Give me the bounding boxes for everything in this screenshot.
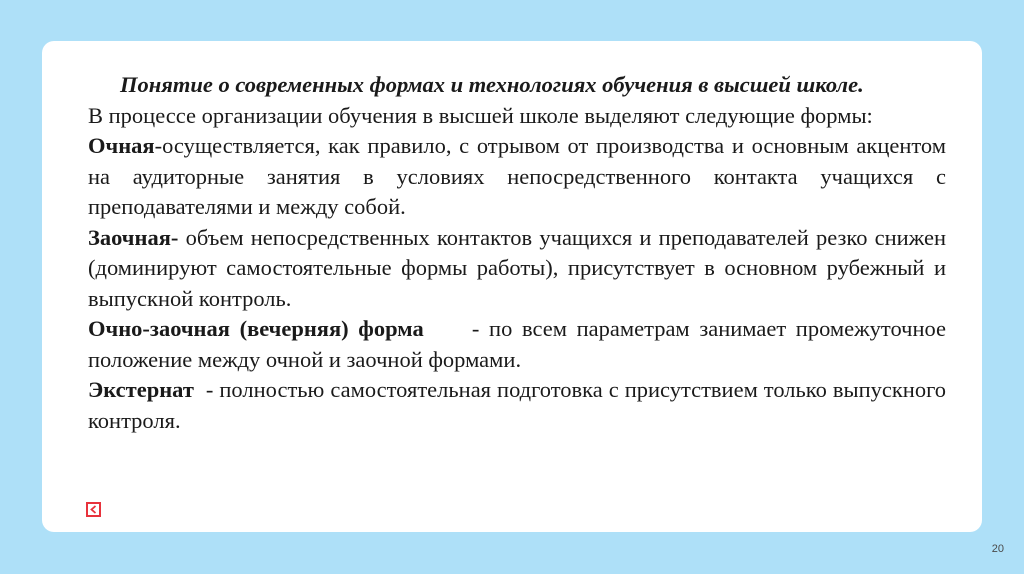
form-description: -осуществляется, как правило, с отрывом от производства и основным акцентом на аудиторные занятия в условиях непосредственного контакта учащихся с преподавателями и между собой. (88, 133, 946, 219)
chevron-left-icon (90, 505, 97, 514)
form-term: Экстернат (88, 377, 194, 402)
slide-content (88, 70, 952, 436)
form-term: Заочная- (88, 224, 179, 250)
form-description: объем непосредственных контактов учащихся и преподавателей резко снижен (доминируют самостоятельные формы работы), присутствует в основном рубежный и выпускной контроль. (88, 224, 952, 311)
intro-paragraph: В процессе организации обучения в высшей школе выделяют следующие формы: (88, 102, 873, 128)
form-term: Очно-заочная (вечерняя) форма (88, 316, 424, 341)
form-term: Очная (88, 133, 155, 158)
page-number: 20 (991, 543, 1004, 555)
form-item-full-time (88, 131, 946, 223)
slide-heading: Понятие о современных формах и технологиях обучения в высшей школе. (120, 72, 864, 97)
form-item-external (88, 375, 952, 436)
form-description: - по всем параметрам занимает промежуточное положение между очной и заочной формами. (88, 316, 952, 372)
form-item-distance (88, 223, 952, 315)
back-arrow-icon[interactable] (86, 502, 101, 517)
form-item-evening (88, 314, 952, 375)
form-description: - полностью самостоятельная подготовка с присутствием только выпускного контроля. (88, 377, 952, 433)
